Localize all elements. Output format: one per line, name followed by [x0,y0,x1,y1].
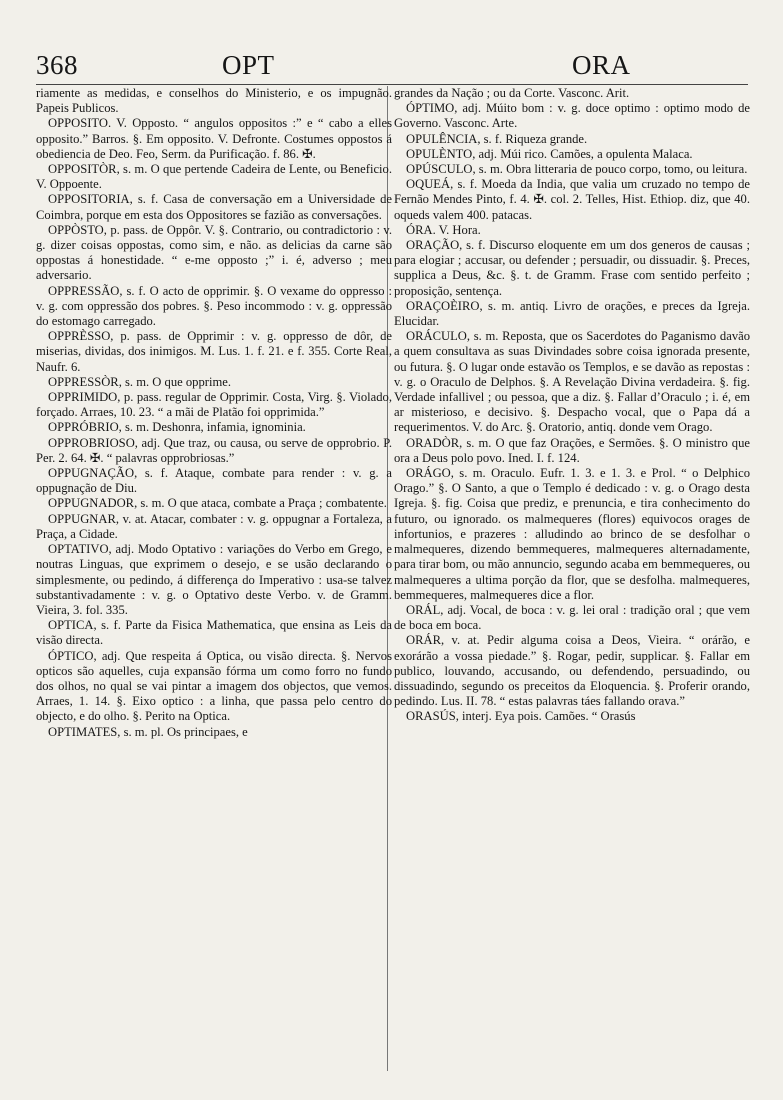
left-running-head: OPT [222,50,275,80]
dictionary-entry: ÓPTIMO, adj. Múito bom : v. g. doce optimo : optimo modo de Governo. Vasconc. Arte. [394,101,750,131]
dictionary-entry: OPPUGNAR, v. at. Atacar, combater : v. g. oppugnar a Fortaleza, a Praça, a Cidade. [36,511,392,541]
dictionary-entry: riamente as medidas, e conselhos do Ministerio, e os impugnão. Papeis Publicos. [36,86,392,116]
dictionary-entry: OPPRÓBRIO, s. m. Deshonra, infamia, ignominia. [48,420,306,435]
dictionary-entry: OPPOSITÒR, s. m. O que pertende Cadeira de Lente, ou Beneficio. V. Oppoente. [36,162,392,192]
dictionary-entry: OPULÊNCIA, s. f. Riqueza grande. [406,131,588,146]
dictionary-entry: ORAÇOÈIRO, s. m. antiq. Livro de orações, e preces da Igreja. Elucidar. [394,298,750,329]
right-column [394,86,750,725]
dictionary-entry: OPTICA, s. f. Parte da Fisica Mathematica, que ensina as Leis da visão directa. [36,618,392,648]
dictionary-entry: OPTATIVO, adj. Modo Optativo : variações do Verbo em Grego, e noutras Linguas, que exprimem o desejo, e se usão declarando o simplesmente, ou pedindo, á differença do Imperativo : usa-se talvez substantivadamente : v. g. o Optativo deste Verbo. v. de Gramm. Vieira, 3. fol. 335. [36,542,392,617]
dictionary-entry: OPÚSCULO, s. m. Obra litteraria de pouco corpo, tomo, ou leitura. [406,162,748,177]
left-column [36,86,392,740]
dictionary-entry: OPPOSITORIA, s. f. Casa de conversação em a Universidade de Coimbra, porque em esta dos Oppositores se fazião as conversações. [36,192,392,222]
dictionary-entry: OQUEÁ, s. f. Moeda da India, que valia um cruzado no tempo de Fernão Mendes Pinto, f. 4. ✠. col. 2. Telles, Hist. Ethiop. diz, que 40. oqueds valem 400. patacas. [394,177,750,222]
dictionary-entry: ÓPTICO, adj. Que respeita á Optica, ou visão directa. §. Nervos opticos são aquelles, cuja expansão fórma um como forro no fundo dos olhos, no qual se vai pintar a imagem dos objectos, que vemos. Arraes, 1. 14. §. Eixo optico : a linha, que passa pelo centro do objecto, e do olho. §. Perito na Optica. [36,648,392,724]
dictionary-entry: OPPRESSÃO, s. f. O acto de opprimir. §. O vexame do oppresso : v. g. com oppressão dos pobres. §. Peso incommodo : v. g. oppressão do estomago carregado. [36,283,392,329]
dictionary-entry: ORÁR, v. at. Pedir alguma coisa a Deos, Vieira. “ orárão, e exorárão a vossa piedade.” §. Rogar, pedir, supplicar. §. Fallar em publico, louvando, accusando, ou defendendo, persuadindo, ou dissuadindo, segundo os preceitos da Eloquencia. §. Proferir orando, pedindo. Lus. II. 78. “ estas palavras táes fallando orava.” [394,633,750,709]
dictionary-entry: ORAÇÃO, s. f. Discurso eloquente em um dos generos de causas ; para elogiar ; accusar, ou defender ; persuadir, ou dissuadir. §. Preces, supplica a Deus, &c. §. t. de Gramm. Frase com sentido perfeito ; proposição, sentença. [394,238,750,298]
dictionary-entry: OPTIMATES, s. m. pl. Os principaes, e [48,724,248,739]
page-number: 368 [36,50,78,80]
dictionary-entry: OPPRIMIDO, p. pass. regular de Opprimir. Costa, Virg. §. Violado, forçado. Arraes, 10. 23. “ a mãi de Platão foi opprimida.” [36,390,392,420]
dictionary-entry: OPPRÈSSO, p. pass. de Opprimir : v. g. oppresso de dôr, de miserias, dividas, dos inimigos. M. Lus. 1. f. 21. e f. 355. Corte Real, Naufr. 6. [36,329,392,374]
dictionary-entry: OPULÈNTO, adj. Múi rico. Camões, a opulenta Malaca. [406,146,693,161]
dictionary-entry: OPPUGNAÇÃO, s. f. Ataque, combate para render : v. g. a oppugnação de Diu. [36,466,392,496]
right-running-head: ORA [572,50,631,80]
dictionary-entry: OPPOSITO. V. Opposto. “ angulos oppositos :” e “ cabo a elles opposito.” Barros. §. Em opposito. V. Defronte. Costumes oppostos á obediencia de Deo. Feo, Serm. da Purificação. f. 86. ✠. [36,116,392,161]
dictionary-entry: ORADÒR, s. m. O que faz Orações, e Sermões. §. O ministro que ora a Deus polo povo. Ined. I. f. 124. [394,435,750,465]
dictionary-entry: ORÁCULO, s. m. Reposta, que os Sacerdotes do Paganismo davão a quem consultava as suas Divindades sobre coisa ignorada presente, ou futura. §. O lugar onde estavão os Templos, e se davão as repostas : v. g. o Oraculo de Delphos. §. A Revelação Divina verdadeira. §. fig. Verdade infallivel ; ou pessoa, que a diz. §. Fallar d’Oraculo ; i. é, em ar misterioso, e decisivo. §. Despacho vocal, que o Papa dá a requerimentos. V. do Arc. §. Oratorio, antiq. donde vem Orago. [394,329,750,435]
dictionary-entry: OPPROBRIOSO, adj. Que traz, ou causa, ou serve de opprobrio. P. Per. 2. 64. ✠. “ palavras opprobriosas.” [36,435,392,465]
header-rule [36,84,748,85]
dictionary-entry: OPPÒSTO, p. pass. de Oppôr. V. §. Contrario, ou contradictorio : v. g. dizer coisas oppostas, como sim, e não. as delicias da carne são oppostas á honestidade. “ e-me opposto ;” i. é, adverso ; meu adversario. [36,222,392,283]
dictionary-entry: ORASÚS, interj. Eya pois. Camões. “ Orasús [406,709,636,724]
dictionary-entry: ÓRA. V. Hora. [406,222,481,237]
dictionary-entry: ORÁGO, s. m. Oraculo. Eufr. 1. 3. e 1. 3. e Prol. “ o Delphico Orago.” §. O Santo, a que o Templo é dedicado : v. g. o Orago desta Igreja. §. fig. Coisa que prediz, e prenuncia, e tira conhecimento do futuro, ou ignorado. os malmequeres (flores) equivocos orages de infortunios, e prazeres : alludindo ao brinco de se desfolhar o malmequeres, dizendo bemmequeres, malmequeres alternadamente, para tirar bom, ou mão annuncio, segundo acaba em bemmequeres, ou malmequeres a ultima porção da flor, que se desfolha. malmequeres, bemmequeres, malmequeres dice a flor. [394,466,750,602]
dictionary-entry: OPPUGNADOR, s. m. O que ataca, combate a Praça ; combatente. [48,496,387,511]
dictionary-entry: grandes da Nação ; ou da Corte. Vasconc. Arit. [394,86,630,100]
dictionary-entry: ORÁL, adj. Vocal, de boca : v. g. lei oral : tradição oral ; que vem de boca em boca. [394,602,750,633]
dictionary-entry: OPPRESSÒR, s. m. O que opprime. [48,374,231,389]
